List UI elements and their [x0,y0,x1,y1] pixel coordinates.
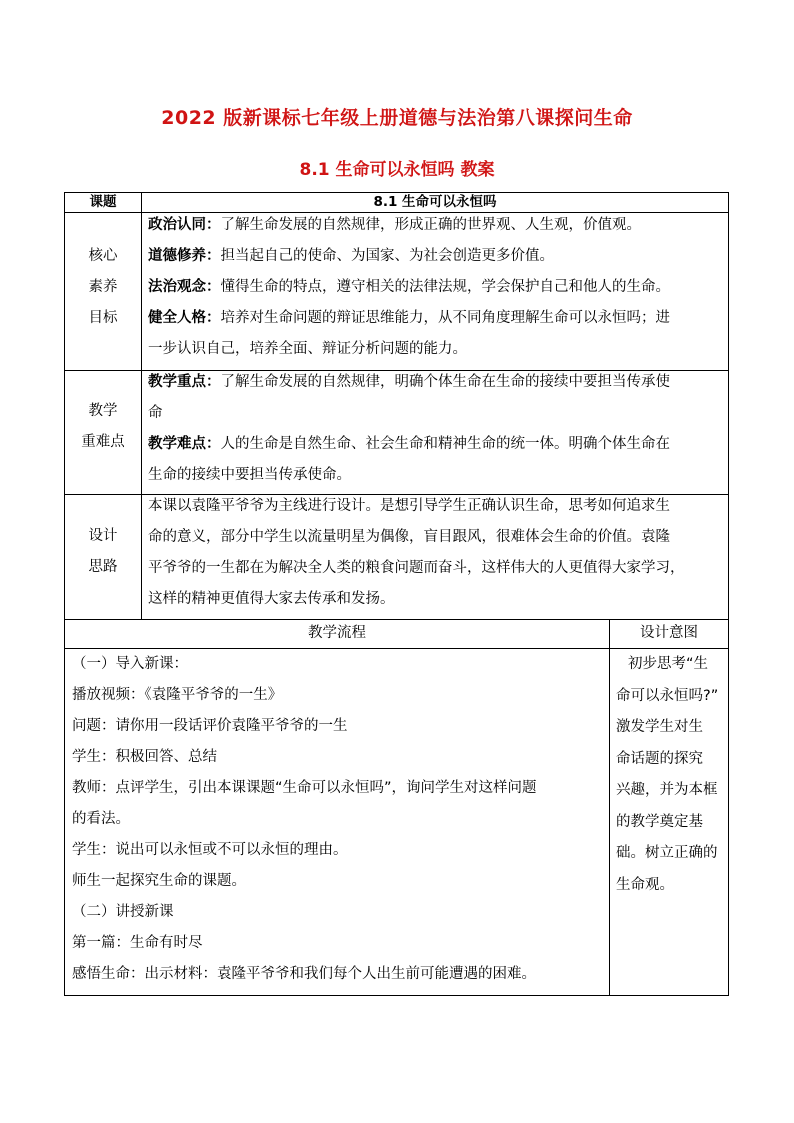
list-item: 师生一起探究生命的课题。 [72,873,246,889]
list-item: 学生：说出可以永恒或不可以永恒的理由。 [72,842,348,858]
section-label-core-goals: 核心 素养 目标 [88,248,118,326]
flow-content [72,649,606,990]
list-item: 感悟生命：出示材料：袁隆平爷爷和我们每个人出生前可能遭遇的困难。 [72,966,536,982]
list-item: 播放视频：《袁隆平爷爷的一生》 [72,687,283,703]
document-subtitle: 8.1 生命可以永恒吗 教案 [299,160,495,180]
section-label-design: 设计 思路 [88,528,118,575]
list-item: 教师：点评学生，引出本课课题“生命可以永恒吗”，询问学生对这样问题 [72,780,537,796]
intent-content: 初步思考“生 命可以永恒吗?” 激发学生对生 命话题的探究 兴趣，并为本框 的教学奠定基 础。树立正确的 生命观。 [616,656,719,893]
document-title: 2022 版新课标七年级上册道德与法治第八课探问生命 [161,107,633,129]
list-item: （一）导入新课： [72,656,188,672]
list-item: 学生：积极回答、总结 [72,749,217,765]
header-label: 课题 [89,194,117,210]
section-content-key-points: 教学重点：了解生命发展的自然规律，明确个体生命在生命的接续中要担当传承使 命 教学难点：人的生命是自然生命、社会生命和精神生命的统一体。明确个体生命在 生命的接续中要担当传承使命。 [148,374,670,483]
list-item: 问题：请你用一段话评价袁隆平爷爷的一生 [72,718,348,734]
header-value: 8.1 生命可以永恒吗 [373,194,497,210]
flow-header-left: 教学流程 [308,625,366,641]
list-item: （二）讲授新课 [72,904,174,920]
list-item: 的看法。 [72,811,130,827]
list-item: 第一篇：生命有时尽 [72,935,203,951]
section-label-key-points: 教学 重难点 [81,403,125,450]
flow-header-right: 设计意图 [640,625,698,641]
section-content-design: 本课以袁隆平爷爷为主线进行设计。是想引导学生正确认识生命，思考如何追求生 命的意义，部分中学生以流量明星为偶像，盲目跟风，很难体会生命的价值。袁隆 平爷爷的一生都在为解决全人类的粮食问题而奋斗，这样伟大的人更值得大家学习， 这样的精神更值得大家去传承和发扬。 [148,498,685,607]
section-content-core-goals: 政治认同：了解生命发展的自然规律，形成正确的世界观、人生观，价值观。 道德修养：担当起自己的使命、为国家、为社会创造更多价值。 法治观念：懂得生命的特点，遵守相关的法律法规，学会保护自己和他人的生命。 健全人格：培养对生命问题的辩证思维能力，从不同角度理解生命可以永恒吗；进 一步认识自己，培养全面、辩证分析问题的能力。 [148,217,670,357]
